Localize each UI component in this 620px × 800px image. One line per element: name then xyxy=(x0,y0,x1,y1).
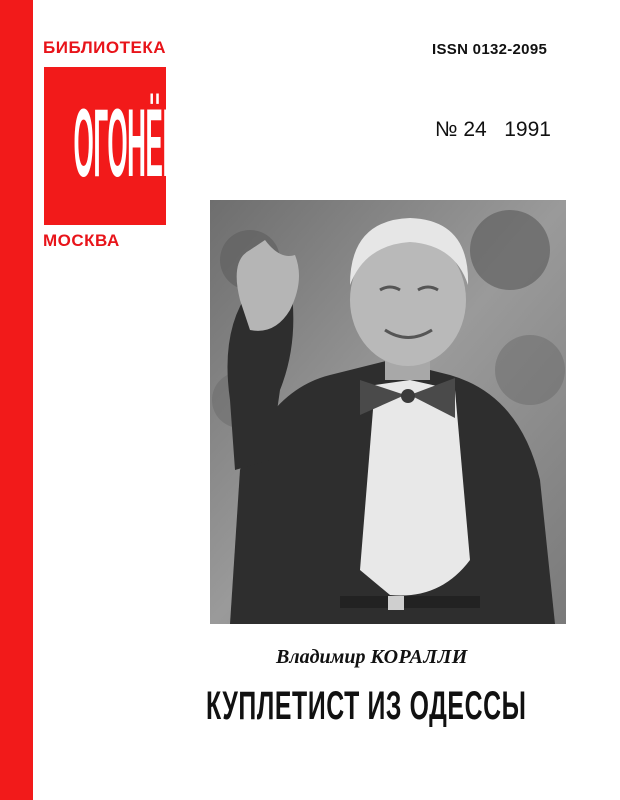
series-label-city: МОСКВА xyxy=(43,231,120,250)
issn-number: ISSN 0132-2095 xyxy=(432,41,548,58)
red-side-stripe xyxy=(0,0,33,800)
author-photo xyxy=(210,200,566,624)
issue-info xyxy=(435,118,551,142)
issue-number: № 24 xyxy=(435,118,487,141)
author-last-name: КОРАЛЛИ xyxy=(370,646,468,668)
logo-text: ОГОНЁК xyxy=(73,90,179,198)
issue-year: 1991 xyxy=(504,118,551,141)
ogonyok-logo xyxy=(44,67,179,225)
author-first-name: Владимир xyxy=(276,646,366,668)
book-title: КУПЛЕТИСТ ИЗ ОДЕССЫ xyxy=(206,684,527,728)
series-label-top: БИБЛИОТЕКА xyxy=(43,38,166,57)
author-name xyxy=(276,646,468,669)
